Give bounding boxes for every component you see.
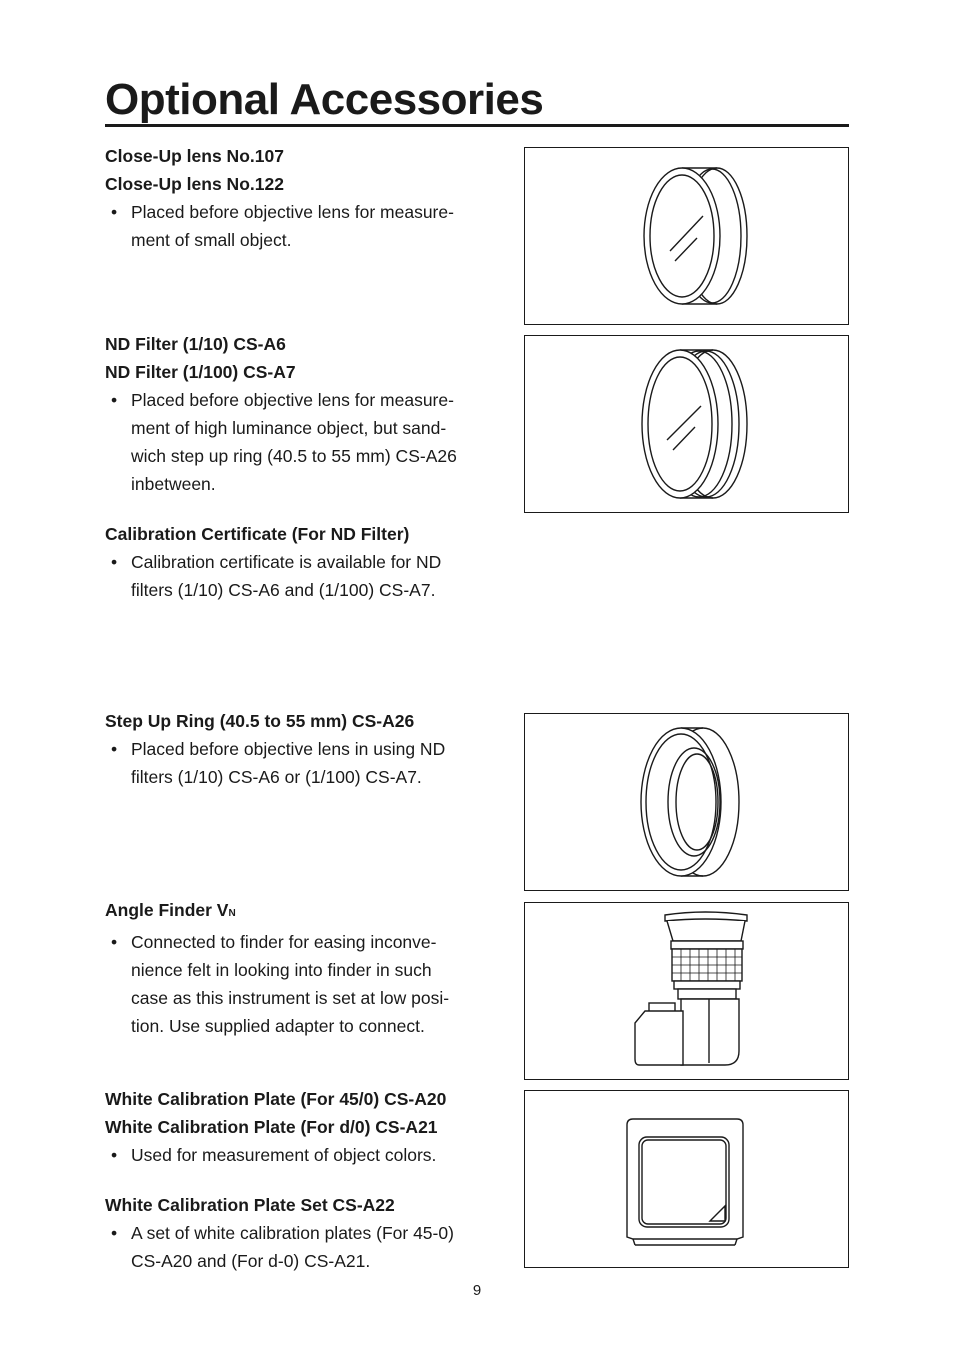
section-heading: Close-Up lens No.122	[105, 174, 284, 194]
section-heading: ND Filter (1/100) CS-A7	[105, 362, 296, 382]
section-heading: Calibration Certificate (For ND Filter)	[105, 524, 410, 544]
nd-filter-illustration	[524, 335, 849, 513]
bullet-text-content: Placed before objective lens in using ND filters (1/10) CS-A6 or (1/100) CS-A7.	[131, 739, 446, 787]
section-heading	[105, 896, 505, 928]
section-heading: White Calibration Plate Set CS-A22	[105, 1195, 395, 1215]
section-heading: Close-Up lens No.107	[105, 146, 284, 166]
bullet-text	[105, 1219, 515, 1275]
bullet-text-content: Used for measurement of object colors.	[131, 1145, 437, 1165]
section-heading: Step Up Ring (40.5 to 55 mm) CS-A26	[105, 711, 415, 731]
section-close-up-lens	[105, 142, 505, 254]
section-nd-filter	[105, 330, 505, 604]
heading-main: Angle Finder V	[105, 900, 229, 920]
bullet-text	[105, 386, 505, 498]
bullet-text	[105, 928, 505, 1040]
bullet-text	[105, 735, 505, 791]
section-heading: ND Filter (1/10) CS-A6	[105, 334, 286, 354]
page-number: 9	[472, 1282, 482, 1299]
page-title: Optional Accessories	[105, 75, 544, 124]
bullet-text-content: Calibration certificate is available for ND filters (1/10) CS-A6 and (1/100) CS-A7.	[131, 552, 442, 600]
heading-subscript: N	[228, 908, 236, 919]
section-heading: White Calibration Plate (For 45/0) CS-A20	[105, 1089, 447, 1109]
close-up-lens-illustration	[524, 147, 849, 325]
bullet-text	[105, 198, 505, 254]
section-heading: White Calibration Plate (For d/0) CS-A21	[105, 1117, 438, 1137]
bullet-text-content: A set of white calibration plates (For 45-0) CS-A20 and (For d-0) CS-A21.	[131, 1223, 454, 1271]
title-rule	[105, 124, 849, 127]
step-up-ring-illustration	[524, 713, 849, 891]
bullet-text	[105, 1141, 515, 1169]
section-step-up-ring	[105, 707, 505, 791]
section-white-calibration-plate	[105, 1085, 515, 1275]
section-angle-finder	[105, 896, 505, 1040]
white-calibration-plate-illustration	[524, 1090, 849, 1268]
bullet-text	[105, 548, 505, 604]
angle-finder-illustration	[524, 902, 849, 1080]
bullet-text-content: Placed before objective lens for measure- ment of high luminance object, but sand- wich step up ring (40.5 to 55 mm) CS-A26 inbetween.	[131, 390, 457, 494]
bullet-text-content: Placed before objective lens for measure- ment of small object.	[131, 202, 454, 250]
bullet-text-content: Connected to finder for easing inconve- nience felt in looking into finder in such case as this instrument is set at low posi- tion. Use supplied adapter to connect.	[131, 932, 450, 1036]
